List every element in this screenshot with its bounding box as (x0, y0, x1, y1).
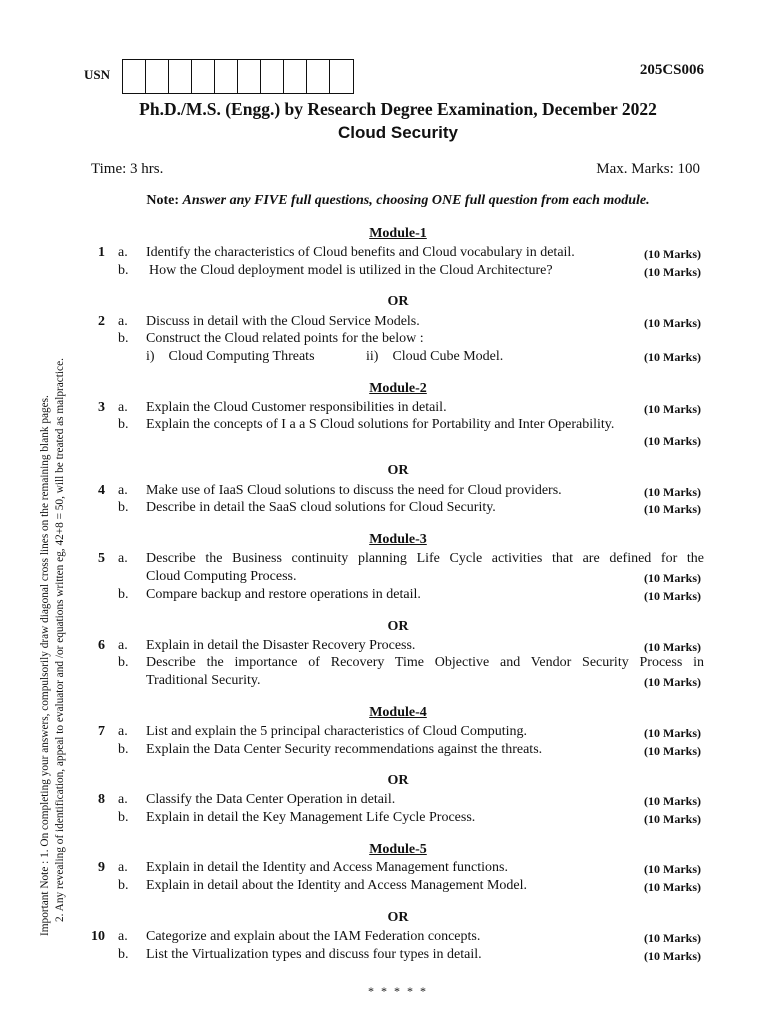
question-text: Identify the characteristics of Cloud benefits and Cloud vocabulary in detail. (146, 245, 575, 260)
module-heading: Module-5 (369, 842, 427, 857)
end-of-paper-stars: * * * * * (368, 984, 428, 998)
question-text: Describe the Business continuity planning Life Cycle activities that are defined for the (146, 551, 704, 566)
usn-boxes[interactable] (122, 59, 354, 94)
module-heading: Module-2 (369, 381, 427, 396)
part-label: a. (118, 551, 128, 566)
marks-label: (10 Marks) (644, 485, 701, 499)
question-text: Categorize and explain about the IAM Federation concepts. (146, 929, 481, 944)
part-label: a. (118, 400, 128, 415)
question-text-continued: Cloud Computing Process. (146, 569, 297, 584)
module-heading: Module-3 (369, 532, 427, 547)
note-text: Answer any FIVE full questions, choosing ONE full question from each module. (182, 193, 650, 208)
marks-label: (10 Marks) (644, 316, 701, 330)
usn-box[interactable] (238, 60, 261, 93)
question-text: Explain the concepts of I a a S Cloud solutions for Portability and Inter Operability. (146, 417, 615, 432)
sub-point: ii) Cloud Cube Model. (366, 349, 504, 364)
usn-box[interactable] (284, 60, 307, 93)
part-label: a. (118, 638, 128, 653)
part-label: b. (118, 655, 129, 670)
marks-label: (10 Marks) (644, 589, 701, 603)
part-label: a. (118, 245, 128, 260)
question-text: Explain in detail about the Identity and Access Management Model. (146, 878, 528, 893)
question-number: 10 (91, 929, 105, 944)
question-text: Classify the Data Center Operation in detail. (146, 792, 396, 807)
part-label: a. (118, 792, 128, 807)
side-note-line-1: Important Note : 1. On completing your answers, compulsorily draw diagonal cross lines on the remaining blank pages. (39, 395, 51, 936)
sub-point: i) Cloud Computing Threats (146, 349, 315, 364)
or-separator: OR (387, 619, 409, 634)
part-label: b. (118, 500, 129, 515)
part-label: b. (118, 417, 129, 432)
or-separator: OR (387, 773, 409, 788)
marks-label: (10 Marks) (644, 794, 701, 808)
marks-label: (10 Marks) (644, 931, 701, 945)
time-allowed: Time: 3 hrs. (91, 161, 164, 177)
marks-label: (10 Marks) (644, 949, 701, 963)
marks-label: (10 Marks) (644, 247, 701, 261)
question-number: 5 (98, 551, 105, 566)
part-label: b. (118, 331, 129, 346)
part-label: b. (118, 742, 129, 757)
question-text: Explain the Data Center Security recommendations against the threats. (146, 742, 543, 757)
question-text: Explain in detail the Identity and Access Management functions. (146, 860, 508, 875)
note-label: Note: (146, 193, 179, 208)
question-number: 4 (98, 483, 105, 498)
usn-box[interactable] (261, 60, 284, 93)
part-label: a. (118, 314, 128, 329)
question-number: 2 (98, 314, 105, 329)
question-text: List the Virtualization types and discuss four types in detail. (146, 947, 482, 962)
exam-title: Ph.D./M.S. (Engg.) by Research Degree Examination, December 2022 (139, 99, 657, 119)
marks-label: (10 Marks) (644, 571, 701, 585)
question-text: Construct the Cloud related points for the below : (146, 331, 424, 346)
or-separator: OR (387, 463, 409, 478)
or-separator: OR (387, 294, 409, 309)
usn-box[interactable] (146, 60, 169, 93)
side-important-note (38, 236, 68, 936)
question-number: 7 (98, 724, 105, 739)
question-text: Explain in detail the Disaster Recovery Process. (146, 638, 416, 653)
part-label: b. (118, 587, 129, 602)
part-label: b. (118, 263, 129, 278)
usn-box[interactable] (330, 60, 353, 93)
question-text: Describe the importance of Recovery Time Objective and Vendor Security Process in (146, 655, 704, 670)
part-label: b. (118, 947, 129, 962)
part-label: a. (118, 929, 128, 944)
question-text: Explain in detail the Key Management Life Cycle Process. (146, 810, 476, 825)
marks-label: (10 Marks) (644, 675, 701, 689)
question-text-continued: Traditional Security. (146, 673, 261, 688)
marks-label: (10 Marks) (644, 880, 701, 894)
marks-label: (10 Marks) (644, 350, 701, 364)
paper-code: 205CS006 (639, 62, 704, 78)
usn-box[interactable] (123, 60, 146, 93)
part-label: a. (118, 860, 128, 875)
instructions-note (0, 193, 768, 209)
marks-label: (10 Marks) (644, 812, 701, 826)
part-label: a. (118, 483, 128, 498)
usn-box[interactable] (192, 60, 215, 93)
question-text: Explain the Cloud Customer responsibilities in detail. (146, 400, 447, 415)
question-number: 1 (98, 245, 105, 260)
question-number: 6 (98, 638, 105, 653)
question-text: How the Cloud deployment model is utilized in the Cloud Architecture? (149, 263, 553, 278)
marks-label: (10 Marks) (644, 402, 701, 416)
side-note-line-2: 2. Any revealing of identification, appeal to evaluator and /or equations written eg, 42+8 = 50, will be treated as malpractice. (54, 358, 66, 922)
part-label: b. (118, 810, 129, 825)
usn-box[interactable] (215, 60, 238, 93)
subject-title: Cloud Security (338, 123, 458, 142)
question-number: 8 (98, 792, 105, 807)
marks-label: (10 Marks) (644, 265, 701, 279)
usn-box[interactable] (169, 60, 192, 93)
question-text: Describe in detail the SaaS cloud solutions for Cloud Security. (146, 500, 496, 515)
marks-label: (10 Marks) (644, 640, 701, 654)
question-number: 9 (98, 860, 105, 875)
module-heading: Module-4 (369, 705, 427, 720)
max-marks: Max. Marks: 100 (596, 161, 700, 177)
usn-label: USN (84, 67, 111, 82)
module-heading: Module-1 (369, 226, 427, 241)
marks-label: (10 Marks) (644, 862, 701, 876)
marks-label: (10 Marks) (644, 744, 701, 758)
or-separator: OR (387, 910, 409, 925)
marks-label: (10 Marks) (644, 502, 701, 516)
marks-label: (10 Marks) (644, 726, 701, 740)
marks-label: (10 Marks) (644, 434, 701, 448)
question-text: Compare backup and restore operations in detail. (146, 587, 421, 602)
usn-box[interactable] (307, 60, 330, 93)
question-number: 3 (98, 400, 105, 415)
part-label: a. (118, 724, 128, 739)
question-text: List and explain the 5 principal characteristics of Cloud Computing. (146, 724, 528, 739)
question-text: Discuss in detail with the Cloud Service Models. (146, 314, 420, 329)
question-text: Make use of IaaS Cloud solutions to discuss the need for Cloud providers. (146, 483, 562, 498)
part-label: b. (118, 878, 129, 893)
